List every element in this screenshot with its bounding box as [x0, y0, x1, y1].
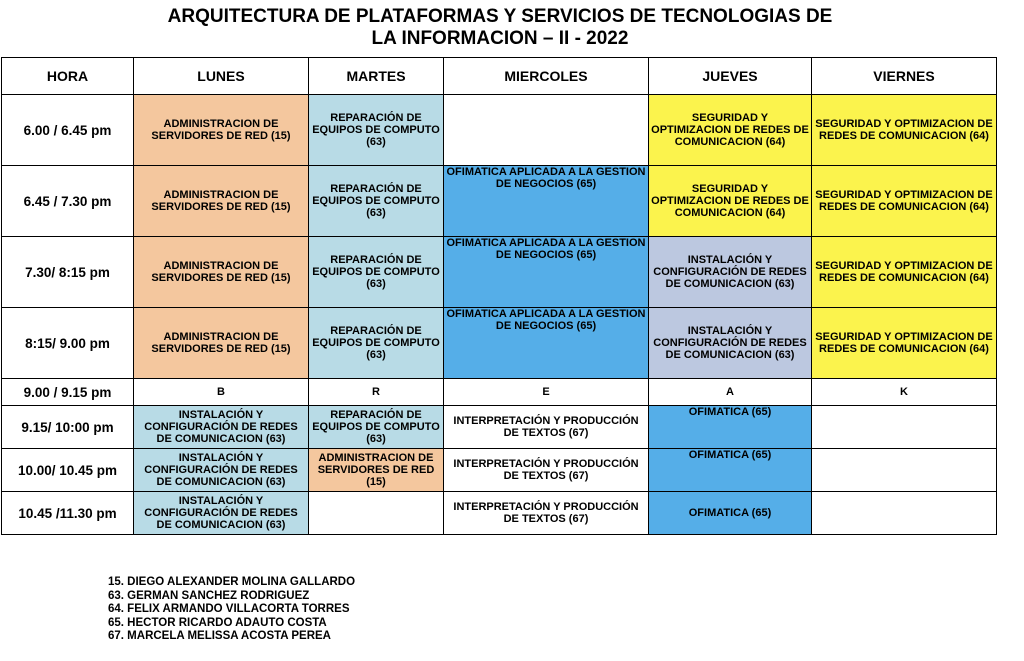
- class-cell: OFIMATICA APLICADA A LA GESTION DE NEGOCIOS (65): [444, 166, 649, 237]
- header-viernes: VIERNES: [812, 58, 997, 95]
- table-row: [2, 449, 997, 492]
- class-cell: SEGURIDAD Y OPTIMIZACION DE REDES DE COMUNICACION (64): [812, 308, 997, 379]
- empty-cell: [812, 492, 997, 535]
- class-cell: ADMINISTRACION DE SERVIDORES DE RED (15): [309, 449, 444, 492]
- hour-cell: 7.30/ 8:15 pm: [2, 237, 134, 308]
- class-cell: INTERPRETACIÓN Y PRODUCCIÓN DE TEXTOS (67): [444, 406, 649, 449]
- header-row: [2, 58, 997, 95]
- empty-cell: [444, 95, 649, 166]
- class-cell: SEGURIDAD Y OPTIMIZACION DE REDES DE COMUNICACION (64): [649, 166, 812, 237]
- hour-cell: 10.45 /11.30 pm: [2, 492, 134, 535]
- table-row: [2, 492, 997, 535]
- table-row: [2, 95, 997, 166]
- legend-item: 63. GERMAN SANCHEZ RODRIGUEZ: [108, 589, 310, 602]
- class-cell: OFIMATICA (65): [649, 449, 812, 492]
- class-cell: OFIMATICA (65): [649, 492, 812, 535]
- empty-cell: [812, 406, 997, 449]
- class-cell: SEGURIDAD Y OPTIMIZACION DE REDES DE COMUNICACION (64): [812, 237, 997, 308]
- legend-item: 65. HECTOR RICARDO ADAUTO COSTA: [108, 616, 327, 629]
- header-miercoles: MIERCOLES: [444, 58, 649, 95]
- class-cell: INSTALACIÓN Y CONFIGURACIÓN DE REDES DE COMUNICACION (63): [134, 449, 309, 492]
- class-cell: OFIMATICA APLICADA A LA GESTION DE NEGOCIOS (65): [444, 237, 649, 308]
- hour-cell: 9.15/ 10:00 pm: [2, 406, 134, 449]
- class-cell: REPARACIÓN DE EQUIPOS DE COMPUTO (63): [309, 237, 444, 308]
- class-cell: INSTALACIÓN Y CONFIGURACIÓN DE REDES DE COMUNICACION (63): [649, 237, 812, 308]
- hour-cell: 10.00/ 10.45 pm: [2, 449, 134, 492]
- break-letter: R: [309, 379, 444, 406]
- break-letter: K: [812, 379, 997, 406]
- class-cell: REPARACIÓN DE EQUIPOS DE COMPUTO (63): [309, 406, 444, 449]
- hour-cell: 9.00 / 9.15 pm: [2, 379, 134, 406]
- class-cell: OFIMATICA APLICADA A LA GESTION DE NEGOCIOS (65): [444, 308, 649, 379]
- table-row: [2, 406, 997, 449]
- hour-cell: 6.00 / 6.45 pm: [2, 95, 134, 166]
- class-cell: INTERPRETACIÓN Y PRODUCCIÓN DE TEXTOS (67): [444, 449, 649, 492]
- class-cell: REPARACIÓN DE EQUIPOS DE COMPUTO (63): [309, 166, 444, 237]
- class-cell: ADMINISTRACION DE SERVIDORES DE RED (15): [134, 237, 309, 308]
- title-line-1: ARQUITECTURA DE PLATAFORMAS Y SERVICIOS DE TECNOLOGIAS DE: [167, 6, 833, 27]
- title-line-2: LA INFORMACION – II - 2022: [371, 28, 629, 49]
- class-cell: INSTALACIÓN Y CONFIGURACIÓN DE REDES DE COMUNICACION (63): [649, 308, 812, 379]
- table-row: [2, 308, 997, 379]
- legend-item: 67. MARCELA MELISSA ACOSTA PEREA: [108, 630, 331, 642]
- class-cell: INSTALACIÓN Y CONFIGURACIÓN DE REDES DE COMUNICACION (63): [134, 492, 309, 535]
- table-row: [2, 237, 997, 308]
- header-lunes: LUNES: [134, 58, 309, 95]
- table-row: [2, 166, 997, 237]
- header-martes: MARTES: [309, 58, 444, 95]
- break-letter: E: [444, 379, 649, 406]
- class-cell: REPARACIÓN DE EQUIPOS DE COMPUTO (63): [309, 308, 444, 379]
- class-cell: SEGURIDAD Y OPTIMIZACION DE REDES DE COMUNICACION (64): [649, 95, 812, 166]
- class-cell: SEGURIDAD Y OPTIMIZACION DE REDES DE COMUNICACION (64): [812, 166, 997, 237]
- hour-cell: 6.45 / 7.30 pm: [2, 166, 134, 237]
- class-cell: ADMINISTRACION DE SERVIDORES DE RED (15): [134, 166, 309, 237]
- header-jueves: JUEVES: [649, 58, 812, 95]
- schedule-table: [1, 57, 997, 535]
- class-cell: ADMINISTRACION DE SERVIDORES DE RED (15): [134, 308, 309, 379]
- class-cell: REPARACIÓN DE EQUIPOS DE COMPUTO (63): [309, 95, 444, 166]
- class-cell: INSTALACIÓN Y CONFIGURACIÓN DE REDES DE COMUNICACION (63): [134, 406, 309, 449]
- teacher-legend: [108, 576, 355, 644]
- empty-cell: [309, 492, 444, 535]
- hour-cell: 8:15/ 9.00 pm: [2, 308, 134, 379]
- class-cell: ADMINISTRACION DE SERVIDORES DE RED (15): [134, 95, 309, 166]
- empty-cell: [812, 449, 997, 492]
- legend-item: 15. DIEGO ALEXANDER MOLINA GALLARDO: [108, 576, 356, 588]
- break-letter: A: [649, 379, 812, 406]
- page-title: [0, 6, 1000, 50]
- break-letter: B: [134, 379, 309, 406]
- class-cell: SEGURIDAD Y OPTIMIZACION DE REDES DE COMUNICACION (64): [812, 95, 997, 166]
- legend-item: 64. FELIX ARMANDO VILLACORTA TORRES: [108, 603, 350, 615]
- header-hora: HORA: [2, 58, 134, 95]
- class-cell: OFIMATICA (65): [649, 406, 812, 449]
- break-row: [2, 379, 997, 406]
- class-cell: INTERPRETACIÓN Y PRODUCCIÓN DE TEXTOS (67): [444, 492, 649, 535]
